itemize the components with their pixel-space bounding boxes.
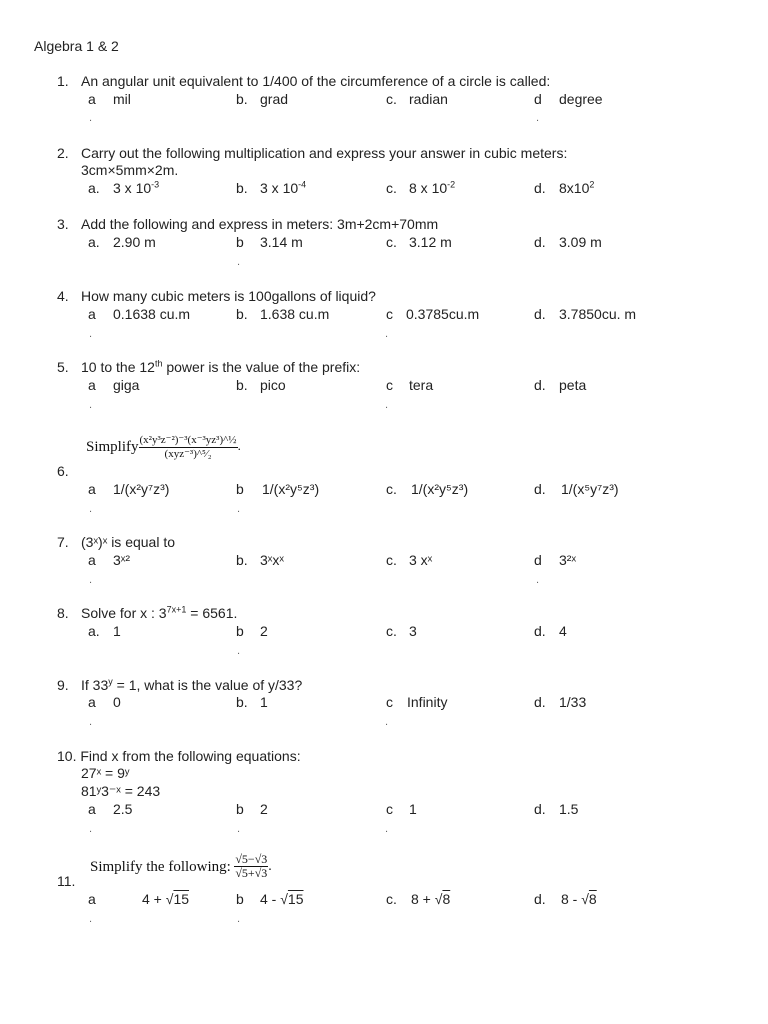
question-text: An angular unit equivalent to 1/400 of the circumference of a circle is called:: [81, 73, 551, 89]
question-number: 9.: [57, 677, 69, 693]
choice-a-value: 0: [113, 694, 121, 710]
stray-dot: .: [89, 112, 93, 124]
question-number-and-text: 10. Find x from the following equations:: [57, 748, 301, 764]
choice-b-label: b: [236, 481, 244, 497]
choice-c-value: tera: [409, 377, 434, 393]
question-text: If $33^y = 1$, what is the value of y/33?: [81, 676, 303, 693]
choice-b-value: 3 x $10^{-4}$: [260, 179, 307, 196]
choice-b-value: pico: [260, 377, 286, 393]
choice-c-label: c.: [386, 91, 397, 107]
choice-d-value: degree: [559, 91, 603, 107]
equation-2: 81ʸ3⁻ˣ = 243: [81, 783, 161, 799]
stray-dot: .: [385, 328, 389, 340]
question-image-expression: Simplify $\frac{\text{(x²y³z⁻²)⁻³(x⁻³yz³)\textasciicircum{}½}}{\text{(xyz⁻³)\textasciicircum{}⁵⁄₂}}$ .: [86, 433, 241, 460]
choice-d-value: 1.5: [559, 801, 579, 817]
choice-d-label: d.: [534, 180, 546, 196]
stray-dot: .: [237, 913, 241, 925]
choice-b-label: b.: [236, 552, 248, 568]
choice-c-label: c: [386, 694, 393, 710]
stray-dot: .: [237, 256, 241, 268]
choice-a-label: a: [88, 891, 96, 907]
stray-dot: .: [89, 574, 93, 586]
choice-d-label: d: [534, 552, 542, 568]
choice-a-label: a.: [88, 623, 100, 639]
choice-d-value: 4: [559, 623, 567, 639]
choice-b-value: 1: [260, 694, 268, 710]
choice-a-value: 4 + √15: [142, 891, 190, 907]
question-number: 4.: [57, 288, 69, 304]
choice-d-value: 3.7850cu. m: [559, 306, 637, 322]
question-number: 7.: [57, 534, 69, 550]
question-number: 3.: [57, 216, 69, 232]
stray-dot: .: [89, 913, 93, 925]
page-title: Algebra 1 & 2: [34, 38, 119, 54]
choice-d-value: peta: [559, 377, 587, 393]
choice-a-value: mil: [113, 91, 131, 107]
choice-a-label: a.: [88, 180, 100, 196]
question-number: 6.: [57, 463, 69, 479]
choice-b-label: b.: [236, 694, 248, 710]
choice-a-value: 2.90 m: [113, 234, 156, 250]
choice-a-label: a: [88, 91, 96, 107]
question-text: 10 to the 12th power is the value of the prefix:: [81, 358, 361, 375]
stray-dot: .: [89, 823, 93, 835]
choice-d-label: d.: [534, 623, 546, 639]
choice-b-value: 2: [260, 801, 268, 817]
choice-c-value: 8 x $10^{-2}$: [409, 179, 456, 196]
choice-c-label: c: [386, 801, 393, 817]
choice-b-value: 1.638 cu.m: [260, 306, 330, 322]
choice-b-label: b.: [236, 306, 248, 322]
question-text: Solve for x : $3^{7x+1} = 6561$.: [81, 604, 238, 621]
stray-dot: .: [536, 574, 540, 586]
choice-b-label: b: [236, 891, 244, 907]
choice-a-label: a: [88, 481, 96, 497]
choice-a-value: 3ˣ²: [113, 552, 131, 568]
stray-dot: .: [536, 112, 540, 124]
question-number: 5.: [57, 359, 69, 375]
choice-a-label: a: [88, 694, 96, 710]
choice-a-value: 2.5: [113, 801, 133, 817]
question-number: 1.: [57, 73, 69, 89]
choice-d-value: 8 - √8: [561, 891, 597, 907]
choice-a-label: a: [88, 306, 96, 322]
choice-c-value: 1/(x²y⁵z³): [411, 481, 469, 497]
choice-b-label: b: [236, 234, 244, 250]
choice-c-label: c.: [386, 234, 397, 250]
choice-b-value: grad: [260, 91, 289, 107]
choice-a-label: a: [88, 377, 96, 393]
choice-d-value: 1/(x⁵y⁷z³): [561, 481, 619, 497]
choice-c-label: c.: [386, 891, 397, 907]
choice-d-value: 1/33: [559, 694, 587, 710]
choice-c-value: 3: [409, 623, 417, 639]
stray-dot: .: [385, 716, 389, 728]
choice-c-label: c.: [386, 623, 397, 639]
choice-a-label: a: [88, 552, 96, 568]
choice-d-value: 3²ˣ: [559, 552, 577, 568]
choice-c-label: c: [386, 306, 393, 322]
question-subtext: 3cm×5mm×2m.: [81, 162, 179, 178]
choice-c-value: 3.12 m: [409, 234, 452, 250]
choice-d-label: d.: [534, 801, 546, 817]
stray-dot: .: [237, 503, 241, 515]
choice-a-value: 1: [113, 623, 121, 639]
stray-dot: .: [89, 328, 93, 340]
choice-d-label: d: [534, 91, 542, 107]
choice-c-label: c: [386, 377, 393, 393]
choice-a-label: a: [88, 801, 96, 817]
choice-b-value: 1/(x²y⁵z³): [262, 481, 320, 497]
choice-d-label: d.: [534, 377, 546, 393]
choice-b-value: 4 - √15: [260, 891, 304, 907]
choice-a-value: 3 x $10^{-3}$: [113, 179, 160, 196]
choice-c-label: c.: [386, 180, 397, 196]
stray-dot: .: [237, 823, 241, 835]
stray-dot: .: [385, 823, 389, 835]
choice-d-value: $8x10^2$: [559, 179, 595, 196]
choice-c-value: radian: [409, 91, 448, 107]
question-text: Add the following and express in meters: 3m+2cm+70mm: [81, 216, 439, 232]
question-text: Carry out the following multiplication and express your answer in cubic meters:: [81, 145, 568, 161]
choice-c-label: c.: [386, 481, 397, 497]
choice-c-value: 0.3785cu.m: [406, 306, 480, 322]
choice-c-value: 8 + √8: [411, 891, 451, 907]
choice-d-value: 3.09 m: [559, 234, 602, 250]
choice-d-label: d.: [534, 891, 546, 907]
question-number: 8.: [57, 605, 69, 621]
stray-dot: .: [89, 399, 93, 411]
choice-a-label: a.: [88, 234, 100, 250]
choice-c-value: 1: [409, 801, 417, 817]
question-image-expression: Simplify the following: $\frac{√5-√3}{√5+√3}$ .: [90, 851, 272, 880]
stray-dot: .: [89, 716, 93, 728]
stray-dot: .: [385, 399, 389, 411]
choice-b-label: b.: [236, 91, 248, 107]
choice-a-value: 1/(x²y⁷z³): [113, 481, 170, 497]
choice-c-label: c.: [386, 552, 397, 568]
choice-d-label: d.: [534, 234, 546, 250]
choice-c-value: 3 xˣ: [409, 552, 433, 568]
choice-a-value: 0.1638 cu.m: [113, 306, 191, 322]
question-text: (3ˣ)ˣ is equal to: [81, 534, 176, 550]
choice-b-label: b: [236, 623, 244, 639]
question-number: 2.: [57, 145, 69, 161]
choice-b-label: b: [236, 801, 244, 817]
stray-dot: .: [89, 503, 93, 515]
equation-1: 27ˣ = 9ʸ: [81, 765, 130, 781]
choice-d-label: d.: [534, 306, 546, 322]
choice-b-value: 2: [260, 623, 268, 639]
choice-b-value: 3.14 m: [260, 234, 303, 250]
choice-d-label: d.: [534, 481, 546, 497]
choice-d-label: d.: [534, 694, 546, 710]
choice-b-label: b.: [236, 377, 248, 393]
choice-b-value: 3ˣxˣ: [260, 552, 284, 568]
question-number: 11.: [57, 873, 76, 889]
choice-c-value: Infinity: [407, 694, 448, 710]
choice-a-value: giga: [113, 377, 140, 393]
choice-b-label: b.: [236, 180, 248, 196]
stray-dot: .: [237, 645, 241, 657]
question-text: How many cubic meters is 100gallons of liquid?: [81, 288, 376, 304]
